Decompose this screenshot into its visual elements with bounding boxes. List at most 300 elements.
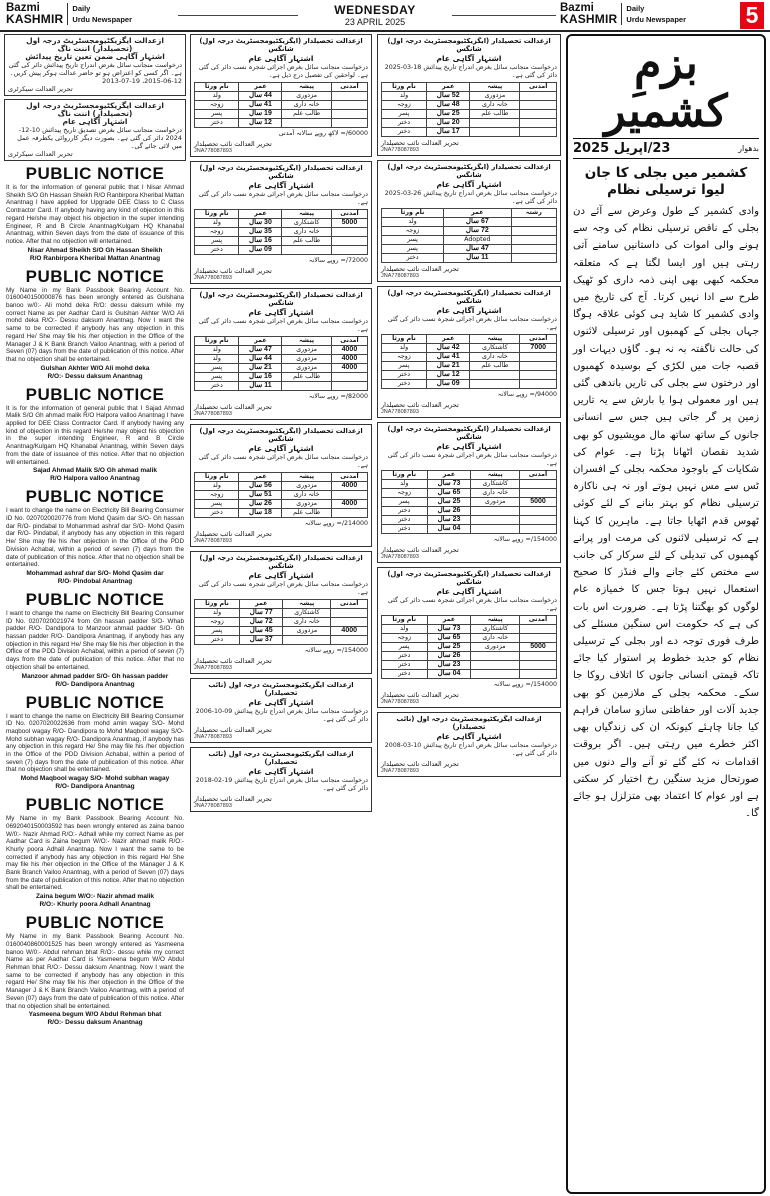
table-header-cell: نام ورثا xyxy=(195,210,239,219)
table-cell: زوجہ xyxy=(195,491,239,500)
brand-right xyxy=(560,3,686,25)
table-cell: زوجہ xyxy=(382,489,428,498)
table-cell xyxy=(520,128,557,137)
table-cell: 7000 xyxy=(520,344,557,353)
table-header-cell: پیشہ xyxy=(282,337,331,346)
table-cell: 5000 xyxy=(520,643,557,652)
public-notice-signatory: Manzoor ahmad padder S/O- Gh hassan padder xyxy=(21,672,169,680)
table-cell xyxy=(520,634,557,643)
table-cell: 26 سال xyxy=(427,507,471,516)
table-cell xyxy=(331,237,367,246)
notice-signature: تحریر العدالت نائب تحصیلدار xyxy=(381,265,459,273)
table-cell: پسر xyxy=(382,236,444,245)
table-row xyxy=(195,219,368,228)
table-cell xyxy=(331,491,367,500)
table-header-cell: نام ورثا xyxy=(382,616,428,625)
notice-text: درخواست منجانب سائل بغرض اجرائی شجرہ نسب دائر کی گئی ہے۔ xyxy=(198,318,368,333)
table-cell: کاشتکاری xyxy=(471,625,520,634)
table-cell: 4000 xyxy=(331,355,367,364)
table-row xyxy=(382,353,557,362)
court-notice xyxy=(377,422,561,563)
table-row xyxy=(382,101,557,110)
table-cell xyxy=(331,101,367,110)
table-cell xyxy=(331,609,368,618)
masthead: بزمِ کشمیر xyxy=(604,38,728,137)
table-header-cell: آمدنی xyxy=(331,600,368,609)
table-cell xyxy=(520,362,557,371)
table-cell: 37 سال xyxy=(239,636,282,645)
table-row xyxy=(195,500,368,509)
public-notice-address: R/O Ranbirpora Kheribal Mattan Anantnag xyxy=(29,254,161,262)
editorial-feature xyxy=(566,34,766,1194)
table-row xyxy=(195,119,368,128)
table-cell: 77 سال xyxy=(239,609,282,618)
table-header-cell: پیشہ xyxy=(283,600,331,609)
table-cell: 11 سال xyxy=(239,382,282,391)
table-header-cell: عمر xyxy=(239,600,282,609)
table-cell xyxy=(470,371,520,380)
table-cell: خانہ داری xyxy=(470,353,520,362)
table-row xyxy=(195,382,368,391)
table-cell: 45 سال xyxy=(239,627,282,636)
table-cell xyxy=(520,353,557,362)
public-notice xyxy=(4,487,186,586)
court-notice xyxy=(190,34,372,157)
table-cell: 23 سال xyxy=(427,516,471,525)
table-row xyxy=(382,119,557,128)
table-row xyxy=(382,110,557,119)
court-notice xyxy=(377,34,561,156)
notice-title: اشتہار آگاہی عام xyxy=(436,306,502,315)
table-cell xyxy=(331,373,367,382)
table-cell: دختر xyxy=(195,246,239,255)
table-cell: ولد xyxy=(382,344,427,353)
notice-court: ازعدالت ایگزیکٹیومجسٹریٹ درجہ اول (تحصیلدار) اننت ناگ xyxy=(26,36,164,53)
table-cell: طالب علم xyxy=(282,237,331,246)
table-cell: مزدوری xyxy=(471,643,520,652)
table-header-cell: رشتہ xyxy=(511,209,556,218)
table-cell: 19 سال xyxy=(239,110,282,119)
public-notices-column xyxy=(4,34,186,1031)
table-cell xyxy=(471,652,520,661)
urdu-notices-column-2 xyxy=(377,34,561,781)
heirs-table xyxy=(194,82,368,128)
table-cell: 73 سال xyxy=(427,625,471,634)
notice-text: درخواست منجانب سائل بغرض اندراج تاریخ پیدائش 10-03-2008 دائر کی گئی ہے۔ xyxy=(384,742,557,757)
notice-court: ازعدالت تحصیلدار (ایگزیکٹیومجسٹریٹ درجہ اول) شانگس xyxy=(199,37,363,53)
notice-court: ازعدالت ایگزیکٹیومجسٹریٹ درجہ اول (نائب تحصیلدار) xyxy=(208,681,354,697)
public-notice-address: R/O Halpora valloo Anantnag xyxy=(50,475,140,483)
notice-code: JNA778087893 xyxy=(381,554,419,560)
table-header-cell: نام ورثا xyxy=(382,83,427,92)
table-cell xyxy=(520,507,557,516)
table-header-cell: آمدنی xyxy=(331,337,367,346)
table-header-cell: عمر xyxy=(239,337,282,346)
table-header-cell: آمدنی xyxy=(520,83,557,92)
table-header-cell: آمدنی xyxy=(331,473,367,482)
notice-court: ازعدالت تحصیلدار (ایگزیکٹیومجسٹریٹ درجہ اول) شانگس xyxy=(199,291,363,307)
table-header-cell: عمر xyxy=(444,209,512,218)
table-cell: 21 سال xyxy=(239,364,282,373)
notice-code: JNA778087893 xyxy=(381,409,419,415)
table-cell: 23 سال xyxy=(427,661,471,670)
notice-income: 60000/= لاکھ روپے سالانہ آمدنی xyxy=(278,130,368,137)
notice-title: اشتہار آگاہی عام xyxy=(248,767,314,776)
table-cell: کاشتکاری xyxy=(282,219,331,228)
urdu-notices-column-1 xyxy=(190,34,372,816)
court-notice xyxy=(190,424,372,547)
table-row xyxy=(195,609,368,618)
table-header-cell: آمدنی xyxy=(331,210,367,219)
table-cell: خانہ داری xyxy=(282,101,331,110)
table-header-row xyxy=(382,471,557,480)
table-cell: 44 سال xyxy=(239,92,282,101)
table-cell: زوجہ xyxy=(382,353,427,362)
table-cell: ولد xyxy=(382,625,428,634)
table-cell xyxy=(520,670,557,679)
editorial-headline: کشمیر میں بجلی کا جان لیوا ترسیلی نظام xyxy=(584,165,748,198)
table-cell: 25 سال xyxy=(426,110,469,119)
table-cell xyxy=(520,92,557,101)
notice-title: اشتہار آگاہی عام xyxy=(248,698,314,707)
table-header-cell: نام ورثا xyxy=(195,337,239,346)
table-cell: زوجہ xyxy=(382,101,427,110)
notice-code: JNA778087893 xyxy=(194,665,232,671)
public-notice-title: PUBLIC NOTICE xyxy=(25,164,165,183)
public-notice-signatory: Yasmeena begum W/O Abdul Rehman bhat xyxy=(28,1011,162,1019)
notice-code: JNA778087893 xyxy=(194,411,232,417)
table-header-row xyxy=(382,83,557,92)
table-cell: دختر xyxy=(382,670,428,679)
table-cell xyxy=(520,119,557,128)
notice-court: ازعدالت ایگزیکٹیومجسٹریٹ درجہ اول (نائب تحصیلدار) xyxy=(208,750,354,766)
notice-court: ازعدالت تحصیلدار (ایگزیکٹیومجسٹریٹ درجہ اول) شانگس xyxy=(199,427,363,443)
table-cell: مزدوری xyxy=(283,627,331,636)
table-cell xyxy=(520,652,557,661)
table-cell: 04 سال xyxy=(427,670,471,679)
table-cell: Adopted xyxy=(444,236,512,245)
notice-court: ازعدالت ایگزیکٹیومجسٹریٹ درجہ اول (نائب تحصیلدار) xyxy=(396,715,542,731)
table-header-row xyxy=(195,600,368,609)
table-cell xyxy=(283,636,331,645)
table-cell xyxy=(520,480,557,489)
court-notice xyxy=(190,747,372,812)
notice-title: اشتہار آگاہی عام xyxy=(248,54,314,63)
table-cell: 65 سال xyxy=(427,489,471,498)
notice-signature: تحریر العدالت سیکرٹری xyxy=(8,85,73,93)
table-header-row xyxy=(382,209,557,218)
table-row xyxy=(195,627,368,636)
table-header-cell: عمر xyxy=(239,210,282,219)
notice-text: درخواست منجانب سائل بغرض اجرائی شجرہ نسب دائر کی گئی ہے۔ xyxy=(198,581,368,596)
notice-signature: تحریر العدالت نائب تحصیلدار xyxy=(381,139,459,147)
notice-income: 214000/= روپے سالانہ xyxy=(304,520,368,527)
heirs-table xyxy=(194,209,368,255)
table-cell: 4000 xyxy=(331,482,367,491)
table-row xyxy=(382,489,557,498)
table-cell xyxy=(471,516,520,525)
notice-code: JNA778087893 xyxy=(194,734,232,740)
notice-code: JNA778087893 xyxy=(381,699,419,705)
notice-signature: تحریر العدالت نائب تحصیلدار xyxy=(194,530,272,538)
table-cell: زوجہ xyxy=(195,228,239,237)
table-header-cell: آمدنی xyxy=(331,83,367,92)
public-notice xyxy=(4,693,186,792)
notice-code: JNA778087893 xyxy=(194,275,232,281)
court-notice xyxy=(377,567,561,708)
table-cell: دختر xyxy=(382,119,427,128)
notice-income: 72000/= روپے سالانہ xyxy=(308,257,368,264)
notice-title: اشتہار آگاہی عام xyxy=(436,587,502,596)
table-cell xyxy=(520,516,557,525)
editorial-body: وادی کشمیر کے طول وعرض سے آئے دن بجلی کے ناقص ترسیلی نظام کی وجہ سے ہونے والی اموات کی داستانیں سامنے آتی رہتی ہیں اور ایسا لگتا ہے کہ متعلقہ محکمہ کبھی بھی اپنی ذمہ داری کو ٹھیک طرح سے ادا نہیں کرتا۔ آج کی تاریخ میں وادی کشمیر کا شاید ہی کوئی علاقہ ہوگا جہاں بجلی کے کھمبوں اور ترسیلی لائنوں کی حالت ناگفتہ بہ نہ ہو۔ گاؤں دیہات اور قصبہ جات میں لکڑی کے بوسیدہ کھمبوں اور درختوں سے بجلی کی تاریں باندھی گئی ہیں اور معمولی ہوا یا بارش سے یہ تاریں زمین پر گر جاتی ہیں جس سے انسانی جانوں کے ساتھ ساتھ مال مویشیوں کو بھی شدید نقصان اٹھانا پڑتا ہے۔ عوام کی شکایات کے باوجود محکمہ بجلی کے افسران ٹس سے مس نہیں ہوتے اور نہ ہی ناکارہ ترسیلی نظام کو بہتر بنانے کے لئے کوئی ٹھوس قدم اٹھایا جاتا ہے۔ ماہرین کا کہنا ہے کہ ترسیلی لائنوں کی مرمت اور پرانے کھمبوں کی تبدیلی کے لئے سرکار کی جانب سے مختص کئے جانے والے فنڈز کا صحیح استعمال نہیں ہوتا جس کا خمیازہ عام لوگوں کو بھگتنا پڑتا ہے۔ ضرورت اس بات کی ہے کہ حکومت اس سنگین مسئلے کی طرف فوری توجہ دے اور بجلی کے ترسیلی نظام کو جدید خطوط پر استوار کیا جائے تاکہ قیمتی انسانی جانوں کا اتلاف روکا جا سکے۔ محکمہ بجلی کے ملازمین کو بھی جدید آلات اور حفاظتی سازو سامان فراہم کیا جانا چاہئے کیونکہ ان کی زندگیاں بھی اکثر خطرے میں رہتی ہیں۔ اگر بروقت اقدامات نہ کئے گئے تو آنے والے دنوں میں صورتحال مزید سنگین رخ اختیار کر سکتی ہے اور عوام کا اعتماد بھی متزلزل ہو جائے گا۔ xyxy=(573,206,759,820)
table-header-cell: پیشہ xyxy=(470,335,520,344)
table-cell xyxy=(511,218,556,227)
table-cell: پسر xyxy=(195,237,239,246)
table-cell: 35 سال xyxy=(239,228,282,237)
table-cell: ولد xyxy=(195,609,240,618)
table-cell: 09 سال xyxy=(426,380,469,389)
table-header-cell: نام ورثا xyxy=(382,335,427,344)
notice-court: ازعدالت تحصیلدار (ایگزیکٹیومجسٹریٹ درجہ اول) شانگس xyxy=(387,289,551,305)
table-row xyxy=(382,634,557,643)
notice-title: اشتہار آگاہی عام xyxy=(436,442,502,451)
notice-signature: تحریر العدالت سیکرٹری xyxy=(8,150,73,158)
table-cell: دختر xyxy=(382,516,428,525)
table-cell xyxy=(520,101,557,110)
table-cell xyxy=(331,119,367,128)
table-cell: خانہ داری xyxy=(471,634,520,643)
public-notice xyxy=(4,385,186,484)
table-cell: ولد xyxy=(195,219,239,228)
table-cell: 51 سال xyxy=(239,491,282,500)
table-cell: 21 سال xyxy=(426,362,469,371)
table-cell: 4000 xyxy=(331,500,367,509)
table-cell: طالب علم xyxy=(282,509,331,518)
notice-signature: تحریر العدالت نائب تحصیلدار xyxy=(381,546,459,554)
table-row xyxy=(382,344,557,353)
table-cell: 12 سال xyxy=(239,119,282,128)
notice-title: اشتہار آگاہی عام xyxy=(248,181,314,190)
table-cell xyxy=(511,245,556,254)
public-notice-title: PUBLIC NOTICE xyxy=(25,913,165,933)
table-cell: 52 سال xyxy=(426,92,469,101)
table-cell xyxy=(282,382,331,391)
notice-text: درخواست منجانب سائل بغرض اجرائی شجرہ نسب دائر کی گئی ہے۔ xyxy=(387,452,557,467)
public-notice-signatory: Nisar Ahmad Sheikh S/O Gh Hassan Sheikh xyxy=(27,246,163,254)
notice-signature: تحریر العدالت نائب تحصیلدار xyxy=(381,691,459,699)
public-notice xyxy=(4,913,186,1027)
public-notice xyxy=(4,795,186,909)
table-cell: ولد xyxy=(195,346,239,355)
public-notice-address: R/O- Dandipora Anantnag xyxy=(55,783,135,791)
table-cell: پسر xyxy=(382,362,427,371)
table-cell: دختر xyxy=(195,509,239,518)
table-header-cell: نام ورثا xyxy=(382,209,444,218)
table-cell: 25 سال xyxy=(427,498,471,507)
table-cell: دختر xyxy=(195,382,239,391)
table-cell: خانہ داری xyxy=(470,101,520,110)
table-cell: 18 سال xyxy=(239,509,282,518)
table-cell: پسر xyxy=(382,643,428,652)
table-header-cell: پیشہ xyxy=(282,83,331,92)
newspaper-header xyxy=(0,0,770,32)
table-row xyxy=(195,101,368,110)
table-cell: 16 سال xyxy=(239,237,282,246)
table-cell xyxy=(520,380,557,389)
table-cell: 41 سال xyxy=(239,101,282,110)
table-header-cell: پیشہ xyxy=(471,616,520,625)
table-row xyxy=(382,625,557,634)
table-cell: 4000 xyxy=(331,627,368,636)
table-cell: دختر xyxy=(382,254,444,263)
notice-signature: تحریر العدالت نائب تحصیلدار xyxy=(381,760,459,768)
table-cell: پسر xyxy=(195,500,239,509)
table-header-row xyxy=(195,473,368,482)
public-notice-title: PUBLIC NOTICE xyxy=(25,795,165,815)
table-cell: پسر xyxy=(382,498,428,507)
table-cell: 30 سال xyxy=(239,219,282,228)
table-cell: مزدوری xyxy=(471,498,520,507)
table-cell xyxy=(470,119,520,128)
table-cell: پسر xyxy=(195,110,239,119)
table-cell xyxy=(331,509,367,518)
notice-signature: تحریر العدالت نائب تحصیلدار xyxy=(194,140,272,148)
public-notice-title: PUBLIC NOTICE xyxy=(25,692,165,712)
editorial-date: 23/اپریل 2025 xyxy=(573,141,671,156)
table-header-cell: آمدنی xyxy=(520,471,557,480)
table-row xyxy=(382,236,557,245)
notice-text: درخواست منجانب سائل بغرض اجرائی شجرہ نسب دائر کی گئی ہے۔ xyxy=(387,316,557,331)
public-notice-title: PUBLIC NOTICE xyxy=(25,487,165,507)
court-notice xyxy=(377,712,561,777)
table-cell: ولد xyxy=(195,92,239,101)
heirs-table xyxy=(381,615,557,679)
table-header-row xyxy=(382,335,557,344)
table-row xyxy=(195,246,368,255)
notice-title: اشتہار آگاہی عام xyxy=(62,117,128,126)
notice-title: اشتہار آگاہی عام xyxy=(436,54,502,63)
table-cell: 5000 xyxy=(520,498,557,507)
table-row xyxy=(195,92,368,101)
notice-text: درخواست منجانب سائل بغرض اجرائی شجرہ نسب دائر کی گئی ہے۔ xyxy=(198,454,368,469)
notice-income: 154000/= روپے سالانہ xyxy=(493,536,557,543)
table-cell: زوجہ xyxy=(382,634,428,643)
notice-text: درخواست منجانب سائل بغرض تصدیق تاریخ پیدائش 10-12-2024 دائر کی گئی ہے۔ بصورت دیگر کارروائی یکطرفہ عمل میں لائی جائے گی۔ xyxy=(17,126,182,150)
court-notice xyxy=(190,551,372,674)
notice-signature: تحریر العدالت نائب تحصیلدار xyxy=(194,403,272,411)
table-cell: دختر xyxy=(382,507,428,516)
public-notice-body: I want to change the name on Electricity Bill Bearing Consumer ID No. 0207020021974 from Gh hassan padder S/O- Whab padder R/O- Dandipora to Manzoor ahmad padder S/O- Gh hassan padder R/O- Dandipora Anantnag, if anybody has any objection in this regard He/ She may file his /her objection in the Office of the PDD Division Achabal, within a period of seven (7) days from the date of publication of this notice. After that no objection shall be entertained. xyxy=(6,609,184,671)
table-header-cell: عمر xyxy=(426,83,469,92)
table-cell xyxy=(331,92,367,101)
table-cell: 17 سال xyxy=(426,128,469,137)
table-cell: خانہ داری xyxy=(471,489,520,498)
page-number-badge: 5 xyxy=(740,2,764,29)
table-cell xyxy=(520,525,557,534)
table-cell: خانہ داری xyxy=(283,618,331,627)
table-cell: خانہ داری xyxy=(282,228,331,237)
table-cell: دختر xyxy=(382,525,428,534)
notice-title: اشتہار آگاہی عام xyxy=(248,571,314,580)
table-header-row xyxy=(195,337,368,346)
public-notice-title: PUBLIC NOTICE xyxy=(25,589,165,609)
table-cell: خانہ داری xyxy=(282,491,331,500)
table-row xyxy=(382,128,557,137)
table-cell: 16 سال xyxy=(239,373,282,382)
table-cell: 73 سال xyxy=(427,480,471,489)
table-cell: مزدوری xyxy=(282,500,331,509)
table-row xyxy=(195,618,368,627)
table-cell: 44 سال xyxy=(239,355,282,364)
court-notice xyxy=(377,286,561,418)
table-cell xyxy=(520,371,557,380)
table-row xyxy=(382,245,557,254)
table-row xyxy=(195,509,368,518)
table-cell: کاشتکاری xyxy=(283,609,331,618)
table-cell: 04 سال xyxy=(427,525,471,534)
public-notice xyxy=(4,267,186,381)
editorial-dateline xyxy=(573,138,759,159)
table-header-cell: عمر xyxy=(427,616,471,625)
table-cell: مزدوری xyxy=(282,355,331,364)
table-cell: مزدوری xyxy=(282,482,331,491)
table-cell: مزدوری xyxy=(282,346,331,355)
notice-signature: تحریر العدالت نائب تحصیلدار xyxy=(194,726,272,734)
notice-text: درخواست منجانب سائل بغرض اندراج تاریخ پیدائش 18-03-2025 دائر کی گئی ہے۔ xyxy=(384,64,557,79)
table-row xyxy=(195,482,368,491)
notice-text: درخواست منجانب سائل بغرض اندراج تاریخ پیدائش 09-10-2006 دائر کی گئی ہے۔ xyxy=(195,708,368,723)
table-cell: دختر xyxy=(382,371,427,380)
table-cell xyxy=(520,489,557,498)
public-notice-body: It is for the information of general public that I Sajad Ahmad Malik S/O Gh ahmad malik R/O Halpora valloo Anantnag I have applied for DEE Class Contractor Card. If anybody having any kind of objection in this regard He/she may object his objection in the super intending Engineer, R and B Circle Anantnag/Kulgam HQ Khanabal Anantnag, within Seven days from the date of issuance of this notice. After that no objection will entertained. xyxy=(6,404,184,466)
public-notice-address: R/O- Pindobal Anantnag xyxy=(57,577,133,585)
table-cell: 4000 xyxy=(331,346,367,355)
table-cell xyxy=(471,661,520,670)
table-cell xyxy=(511,236,556,245)
table-header-cell: پیشہ xyxy=(282,210,331,219)
public-notice-body: I want to change the name on Electricity Bill Bearing Consumer ID No. 0207020022636 from mohd amin wagay S/O- Mohd maqbool wagay R/O- Dandipora to Mohd Maqbool wagay S/O- Mohd subhan wagay R/O- Dandipora Anantnag, if anybody has any objection in this regard He/ She may file his /her objection in the Office of the PDD Division Achabal, within a period of seven (7) days from the date of publication of this notice. After that no objection shall be entertained. xyxy=(6,712,184,774)
table-row xyxy=(195,228,368,237)
table-cell: پسر xyxy=(382,110,427,119)
court-notice xyxy=(4,34,186,96)
table-cell: ولد xyxy=(382,218,444,227)
public-notice-address: R/O- Dandipora Anantnag xyxy=(55,680,135,688)
table-header-cell: نام ورثا xyxy=(195,600,240,609)
notice-title: اشتہار آگاہی عام xyxy=(248,308,314,317)
table-cell: ولد xyxy=(195,355,239,364)
table-cell xyxy=(520,661,557,670)
table-row xyxy=(195,636,368,645)
table-row xyxy=(382,380,557,389)
notice-text: درخواست منجانب سائل بغرض اندراج تاریخ پیدائش دائر کی گئی ہے۔ اگر کسی کو اعتراض ہو تو حاضر عدالت ہوکر پیش کریں۔ 12-06-2015، 19-07-2013 xyxy=(8,61,182,85)
table-row xyxy=(195,237,368,246)
notice-title: اشتہار آگاہی عام xyxy=(248,444,314,453)
notice-signature: تحریر العدالت نائب تحصیلدار xyxy=(194,657,272,665)
table-cell: 26 سال xyxy=(239,500,282,509)
notice-court: ازعدالت تحصیلدار (ایگزیکٹیومجسٹریٹ درجہ اول) شانگس xyxy=(199,554,363,570)
public-notice-signatory: Mohd Maqbool wagay S/O- Mohd subhan wagay xyxy=(20,775,170,783)
table-cell: 41 سال xyxy=(426,353,469,362)
table-header-cell: نام ورثا xyxy=(195,473,239,482)
public-notice-address: R/O:- Dessu daksum Anantnag xyxy=(47,1019,143,1027)
table-cell: پسر xyxy=(195,373,239,382)
table-cell xyxy=(471,507,520,516)
table-cell xyxy=(282,246,331,255)
table-header-cell: عمر xyxy=(239,473,282,482)
table-row xyxy=(382,218,557,227)
heirs-table xyxy=(381,82,557,137)
